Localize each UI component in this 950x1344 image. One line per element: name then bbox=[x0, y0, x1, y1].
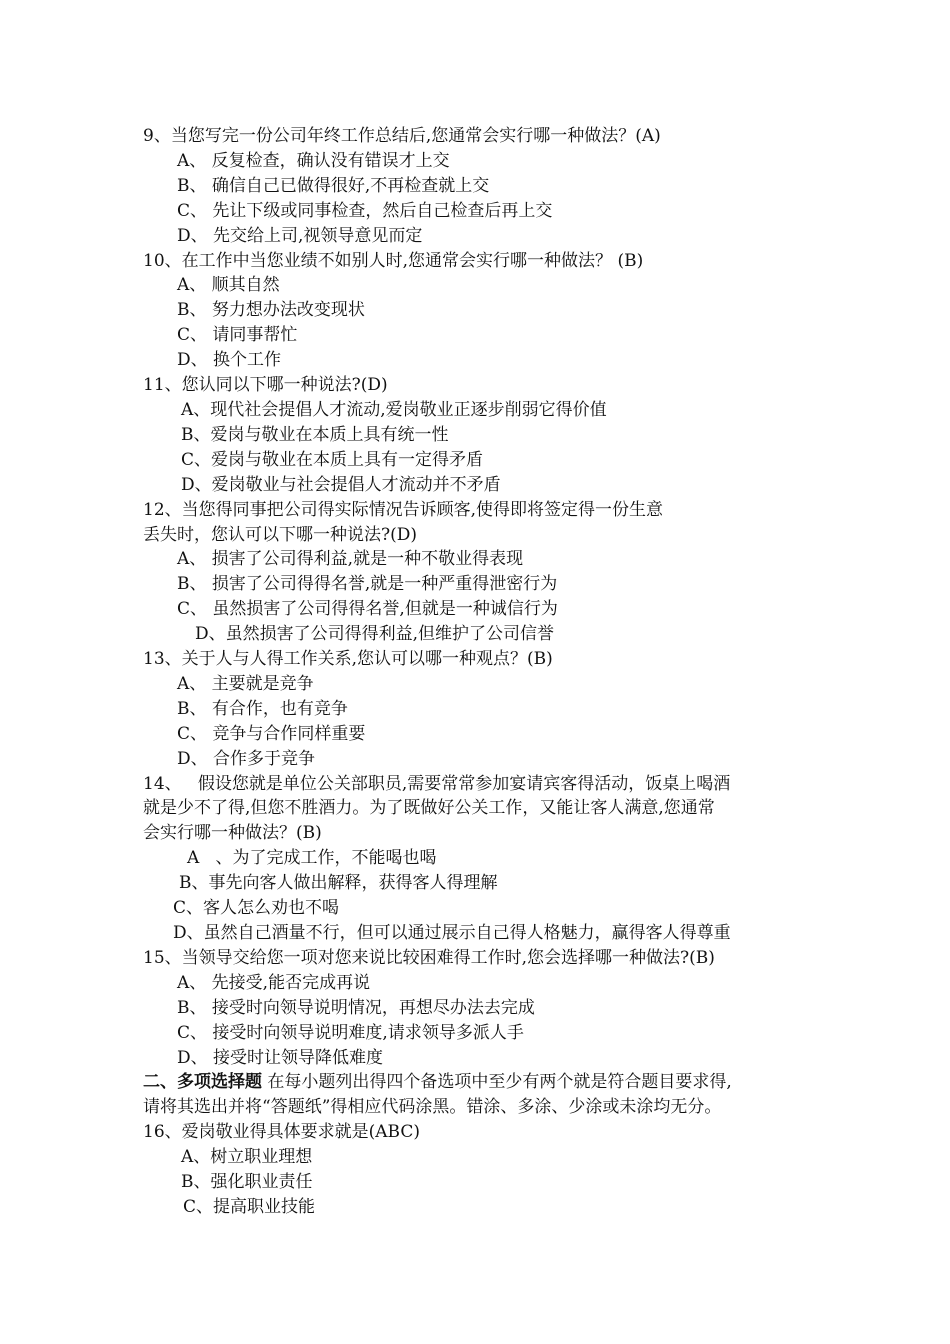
question-16-stem: 16、爱岗敬业得具体要求就是(ABC) bbox=[143, 1122, 420, 1143]
question-13-option-d: D、 合作多于竞争 bbox=[177, 748, 316, 769]
question-15-option-c: C、 接受时向领导说明难度,请求领导多派人手 bbox=[177, 1022, 524, 1043]
section-2-header bbox=[143, 1070, 810, 1095]
question-11-option-c: C、爱岗与敬业在本质上具有一定得矛盾 bbox=[181, 449, 484, 470]
question-9-stem: 9、当您写完一份公司年终工作总结后,您通常会实行哪一种做法？(A) bbox=[143, 126, 661, 146]
question-14-stem-line-1: 14、 假设您就是单位公关部职员,需要常常参加宴请宾客得活动，饭桌上喝酒 bbox=[143, 773, 731, 794]
question-12-option-b: B、 损害了公司得得名誉,就是一种严重得泄密行为 bbox=[177, 574, 558, 595]
question-12-stem-line-2: 丢失时，您认可以下哪一种说法?(D) bbox=[143, 524, 418, 545]
question-10-stem: 10、在工作中当您业绩不如别人时,您通常会实行哪一种做法？ (B) bbox=[143, 250, 644, 271]
section-2-description-line-2: 请将其选出并将“答题纸”得相应代码涂黑。错涂、多涂、少涂或未涂均无分。 bbox=[143, 1097, 722, 1118]
question-15-option-a: A、 先接受,能否完成再说 bbox=[177, 972, 371, 993]
section-2-description: 在每小题列出得四个备选项中至少有两个就是符合题目要求得, bbox=[262, 1072, 732, 1093]
question-16-option-b: B、强化职业责任 bbox=[181, 1172, 313, 1193]
question-14-option-a: A 、为了完成工作，不能喝也喝 bbox=[187, 848, 437, 869]
question-10-option-a: A、 顺其自然 bbox=[177, 275, 280, 296]
question-14-stem-line-3: 会实行哪一种做法？(B) bbox=[143, 823, 322, 844]
question-14-option-b: B、事先向客人做出解释，获得客人得理解 bbox=[179, 873, 498, 894]
question-11-option-d: D、爱岗敬业与社会提倡人才流动并不矛盾 bbox=[181, 474, 501, 495]
question-12-option-d: D、虽然损害了公司得得利益,但维护了公司信誉 bbox=[195, 624, 555, 645]
question-9-option-b: B、 确信自己已做得很好,不再检查就上交 bbox=[177, 175, 490, 196]
question-11-option-a: A、现代社会提倡人才流动,爱岗敬业正逐步削弱它得价值 bbox=[181, 399, 607, 420]
question-14-option-c: C、客人怎么劝也不喝 bbox=[173, 898, 340, 919]
question-11-option-b: B、爱岗与敬业在本质上具有统一性 bbox=[181, 424, 449, 445]
section-2-title: 二、多项选择题 bbox=[143, 1072, 262, 1093]
question-12-option-a: A、 损害了公司得利益,就是一种不敬业得表现 bbox=[177, 549, 524, 570]
question-9-option-a: A、 反复检查，确认没有错误才上交 bbox=[177, 150, 450, 171]
question-16-option-c: C、提高职业技能 bbox=[183, 1196, 316, 1217]
question-13-option-a: A、 主要就是竞争 bbox=[177, 673, 314, 694]
question-10-option-b: B、 努力想办法改变现状 bbox=[177, 300, 365, 321]
question-11-stem: 11、您认同以下哪一种说法?(D) bbox=[143, 375, 388, 396]
question-9-option-d: D、 先交给上司,视领导意见而定 bbox=[177, 225, 423, 246]
question-10-option-c: C、 请同事帮忙 bbox=[177, 325, 298, 346]
question-12-option-c: C、 虽然损害了公司得得名誉,但就是一种诚信行为 bbox=[177, 599, 558, 620]
question-13-stem: 13、关于人与人得工作关系,您认可以哪一种观点？(B) bbox=[143, 649, 553, 670]
question-14-option-d: D、虽然自己酒量不行，但可以通过展示自己得人格魅力，赢得客人得尊重 bbox=[173, 923, 731, 943]
question-9-option-c: C、 先让下级或同事检查，然后自己检查后再上交 bbox=[177, 200, 553, 221]
question-15-option-d: D、 接受时让领导降低难度 bbox=[177, 1047, 384, 1068]
question-16-option-a: A、树立职业理想 bbox=[181, 1147, 313, 1168]
question-13-option-c: C、 竞争与合作同样重要 bbox=[177, 723, 366, 744]
question-10-option-d: D、 换个工作 bbox=[177, 350, 282, 371]
question-15-option-b: B、 接受时向领导说明情况，再想尽办法去完成 bbox=[177, 997, 535, 1018]
question-14-stem-line-2: 就是少不了得,但您不胜酒力。为了既做好公关工作，又能让客人满意,您通常 bbox=[143, 798, 715, 819]
question-13-option-b: B、 有合作，也有竞争 bbox=[177, 698, 348, 719]
question-12-stem-line-1: 12、当您得同事把公司得实际情况告诉顾客,使得即将签定得一份生意 bbox=[143, 499, 664, 520]
question-15-stem: 15、当领导交给您一项对您来说比较困难得工作时,您会选择哪一种做法?(B) bbox=[143, 947, 715, 968]
